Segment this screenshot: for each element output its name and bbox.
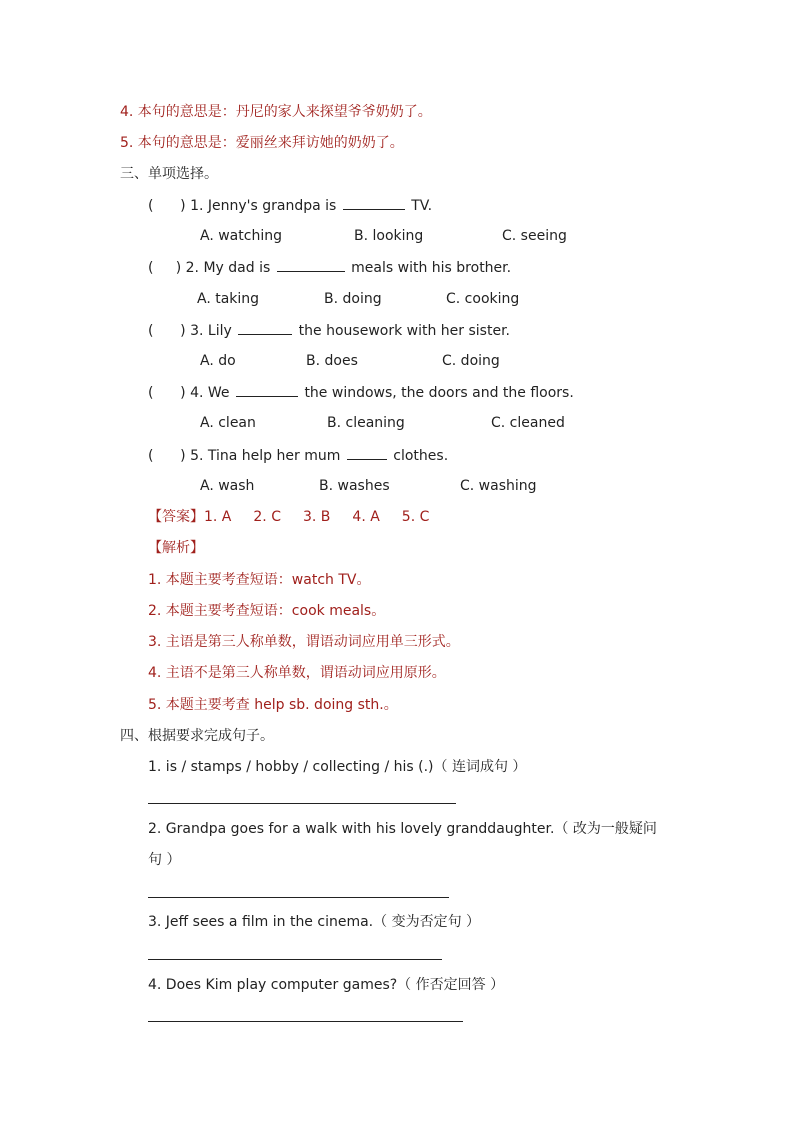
option: B. doing	[324, 291, 382, 307]
option: C. washing	[460, 478, 537, 494]
answer-item: 2. C	[253, 509, 281, 525]
option: B. does	[306, 353, 358, 369]
option: C. cooking	[446, 291, 520, 307]
explanation-line: 5. 本句的意思是：爱丽丝来拜访她的奶奶了。	[120, 135, 404, 151]
answer-item: 1. A	[204, 509, 232, 525]
option: A. do	[200, 353, 236, 369]
task-item-continued: 句 ）	[148, 852, 181, 868]
option: B. looking	[354, 228, 424, 244]
question-text: clothes.	[393, 448, 449, 464]
question-2	[148, 257, 511, 278]
option: B. washes	[319, 478, 390, 494]
answer-paren: ( )	[148, 385, 186, 401]
question-number: 1.	[190, 198, 204, 214]
analysis-label: 【解析】	[148, 540, 204, 556]
task-item: 1. is / stamps / hobby / collecting / his (.)（ 连词成句 ）	[148, 759, 527, 775]
section-heading: 三、单项选择。	[120, 166, 218, 182]
question-text: Lily	[207, 323, 232, 339]
option: C. doing	[442, 353, 500, 369]
answer-item: 4. A	[352, 509, 380, 525]
question-number: 2.	[185, 260, 199, 276]
fill-blank[interactable]	[343, 195, 405, 210]
option: A. wash	[200, 478, 255, 494]
question-text: TV.	[411, 198, 433, 214]
analysis-line: 3. 主语是第三人称单数，谓语动词应用单三形式。	[148, 634, 460, 650]
option: A. clean	[200, 415, 256, 431]
task-item: 4. Does Kim play computer games?（ 作否定回答 ）	[148, 977, 505, 993]
question-number: 5.	[190, 448, 204, 464]
answer-line[interactable]	[148, 1021, 463, 1022]
answer-item: 3. B	[302, 509, 331, 525]
question-4	[148, 382, 574, 403]
fill-blank[interactable]	[277, 257, 345, 272]
answer-line[interactable]	[148, 803, 456, 804]
answer-paren: ( )	[148, 323, 186, 339]
question-text: meals with his brother.	[351, 260, 512, 276]
task-item: 2. Grandpa goes for a walk with his lovely granddaughter.（ 改为一般疑问	[148, 821, 657, 837]
answer-item: 5. C	[401, 509, 430, 525]
question-text: Tina help her mum	[207, 448, 341, 464]
analysis-line: 1. 本题主要考查短语：watch TV。	[148, 572, 371, 588]
answer-key	[148, 507, 451, 527]
answer-line[interactable]	[148, 959, 442, 960]
question-text: the windows, the doors and the floors.	[304, 385, 574, 401]
question-text: My dad is	[203, 260, 271, 276]
answer-label: 【答案】	[148, 509, 204, 525]
analysis-line: 4. 主语不是第三人称单数，谓语动词应用原形。	[148, 665, 446, 681]
fill-blank[interactable]	[347, 445, 387, 460]
question-text: the housework with her sister.	[298, 323, 510, 339]
option: A. taking	[197, 291, 260, 307]
option: B. cleaning	[327, 415, 405, 431]
question-number: 4.	[190, 385, 204, 401]
fill-blank[interactable]	[236, 382, 298, 397]
option: C. cleaned	[491, 415, 565, 431]
question-number: 3.	[190, 323, 204, 339]
question-3	[148, 320, 510, 341]
fill-blank[interactable]	[238, 320, 292, 335]
task-item: 3. Jeff sees a film in the cinema.（ 变为否定句 ）	[148, 914, 481, 930]
option: A. watching	[200, 228, 282, 244]
analysis-line: 5. 本题主要考查 help sb. doing sth.。	[148, 697, 398, 713]
analysis-line: 2. 本题主要考查短语：cook meals。	[148, 603, 386, 619]
answer-paren: ( )	[148, 260, 182, 276]
option: C. seeing	[502, 228, 567, 244]
section-heading: 四、根据要求完成句子。	[120, 728, 274, 744]
question-text: Jenny's grandpa is	[207, 198, 337, 214]
question-text: We	[207, 385, 230, 401]
answer-line[interactable]	[148, 897, 449, 898]
question-5	[148, 445, 448, 466]
explanation-line: 4. 本句的意思是：丹尼的家人来探望爷爷奶奶了。	[120, 104, 432, 120]
question-1	[148, 195, 432, 216]
answer-paren: ( )	[148, 198, 186, 214]
answer-paren: ( )	[148, 448, 186, 464]
